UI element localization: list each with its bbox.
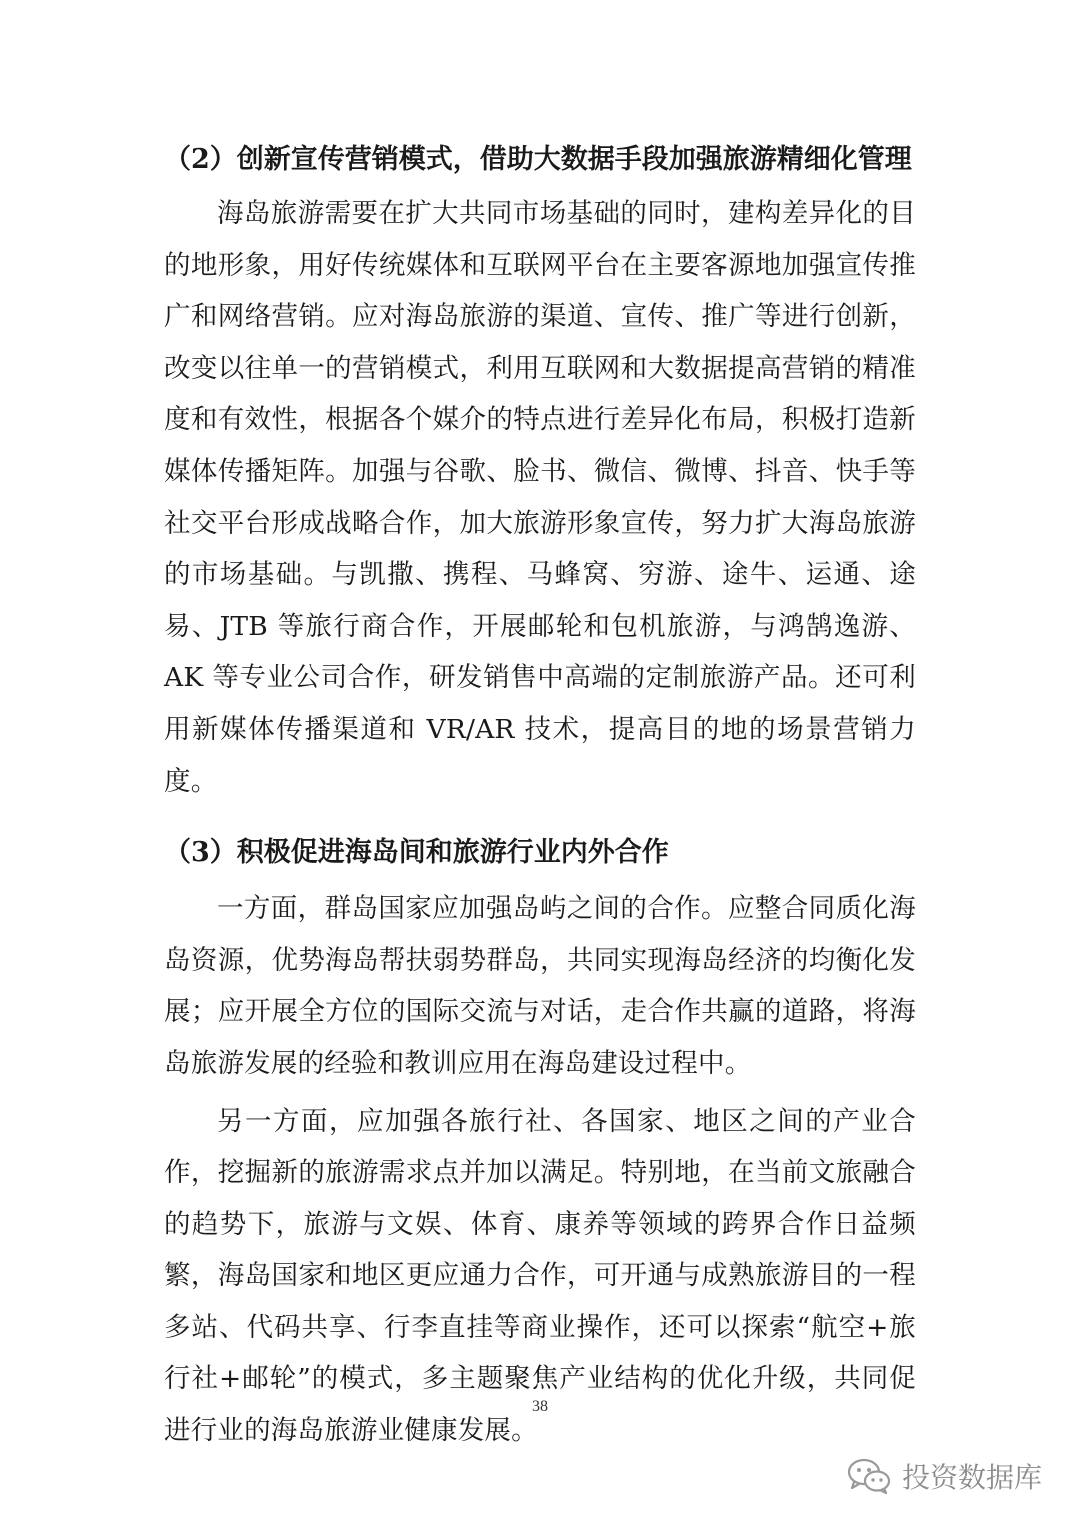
section-2-paragraph: 海岛旅游需要在扩大共同市场基础的同时，建构差异化的目的地形象，用好传统媒体和互联网平台在主要客源地加强宣传推广和网络营销。应对海岛旅游的渠道、宣传、推广等进行创新，改变以往单一的营销模式，利用互联网和大数据提高营销的精准度和有效性，根据各个媒介的特点进行差异化布局，积极打造新媒体传播矩阵。加强与谷歌、脸书、微信、微博、抖音、快手等社交平台形成战略合作，加大旅游形象宣传，努力扩大海岛旅游的市场基础。与凯撒、携程、马蜂窝、穷游、途牛、运通、途易、JTB 等旅行商合作，开展邮轮和包机旅游，与鸿鹄逸游、AK 等专业公司合作，研发销售中高端的定制旅游产品。还可利用新媒体传播渠道和 VR/AR 技术，提高目的地的场景营销力度。	[164, 198, 916, 797]
section-3-paragraph-2: 另一方面，应加强各旅行社、各国家、地区之间的产业合作，挖掘新的旅游需求点并加以满足。特别地，在当前文旅融合的趋势下，旅游与文娱、体育、康养等领域的跨界合作日益频繁，海岛国家和地区更应通力合作，可开通与成熟旅游目的一程多站、代码共享、行李直挂等商业操作，还可以探索“航空+旅行社+邮轮”的模式，多主题聚焦产业结构的优化升级，共同促进行业的海岛旅游业健康发展。	[164, 1105, 916, 1447]
section-3-heading: （3）积极促进海岛间和旅游行业内外合作	[164, 837, 669, 869]
watermark-text: 投资数据库	[901, 1461, 1042, 1494]
page-number: 38	[532, 1398, 548, 1415]
watermark	[846, 1456, 1042, 1496]
wechat-icon	[846, 1457, 892, 1495]
page-content	[164, 136, 916, 1457]
section-2-heading: （2）创新宣传营销模式，借助大数据手段加强旅游精细化管理	[164, 144, 912, 175]
section-3-paragraph-1: 一方面，群岛国家应加强岛屿之间的合作。应整合同质化海岛资源，优势海岛帮扶弱势群岛，共同实现海岛经济的均衡化发展；应开展全方位的国际交流与对话，走合作共赢的道路，将海岛旅游发展的经验和教训应用在海岛建设过程中。	[164, 893, 916, 1079]
